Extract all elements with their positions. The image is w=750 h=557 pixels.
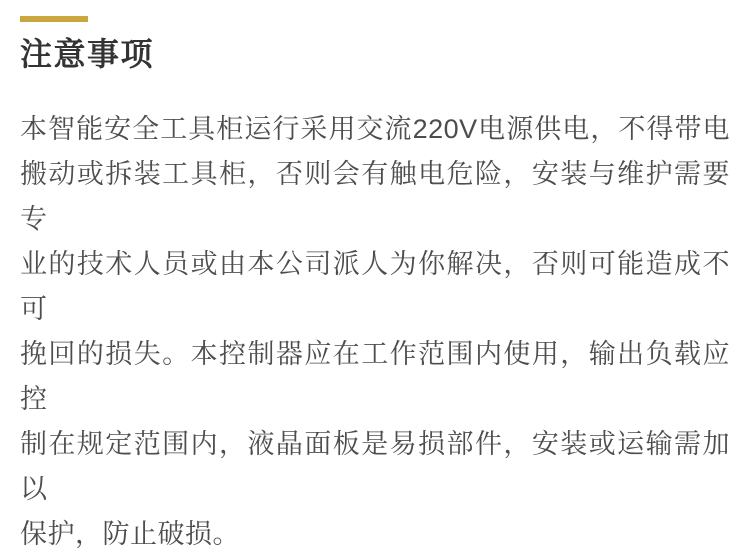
paragraph-line-1: 本智能安全工具柜运行采用交流220V电源供电，不得带电 [20,114,730,144]
notice-section [0,16,750,549]
paragraph-line-6: 保护，防止破损。 [20,519,240,549]
paragraph-line-5: 制在规定范围内，液晶面板是易损部件，安装或运输需加以 [20,429,730,504]
accent-bar [20,16,88,22]
notice-paragraph [0,107,750,557]
paragraph-line-4: 挽回的损失。本控制器应在工作范围内使用，输出负载应控 [20,339,730,414]
paragraph-line-2: 搬动或拆装工具柜，否则会有触电危险，安装与维护需要专 [20,159,730,234]
paragraph-line-3: 业的技术人员或由本公司派人为你解决，否则可能造成不可 [20,249,730,324]
section-title: 注意事项 [20,36,155,72]
